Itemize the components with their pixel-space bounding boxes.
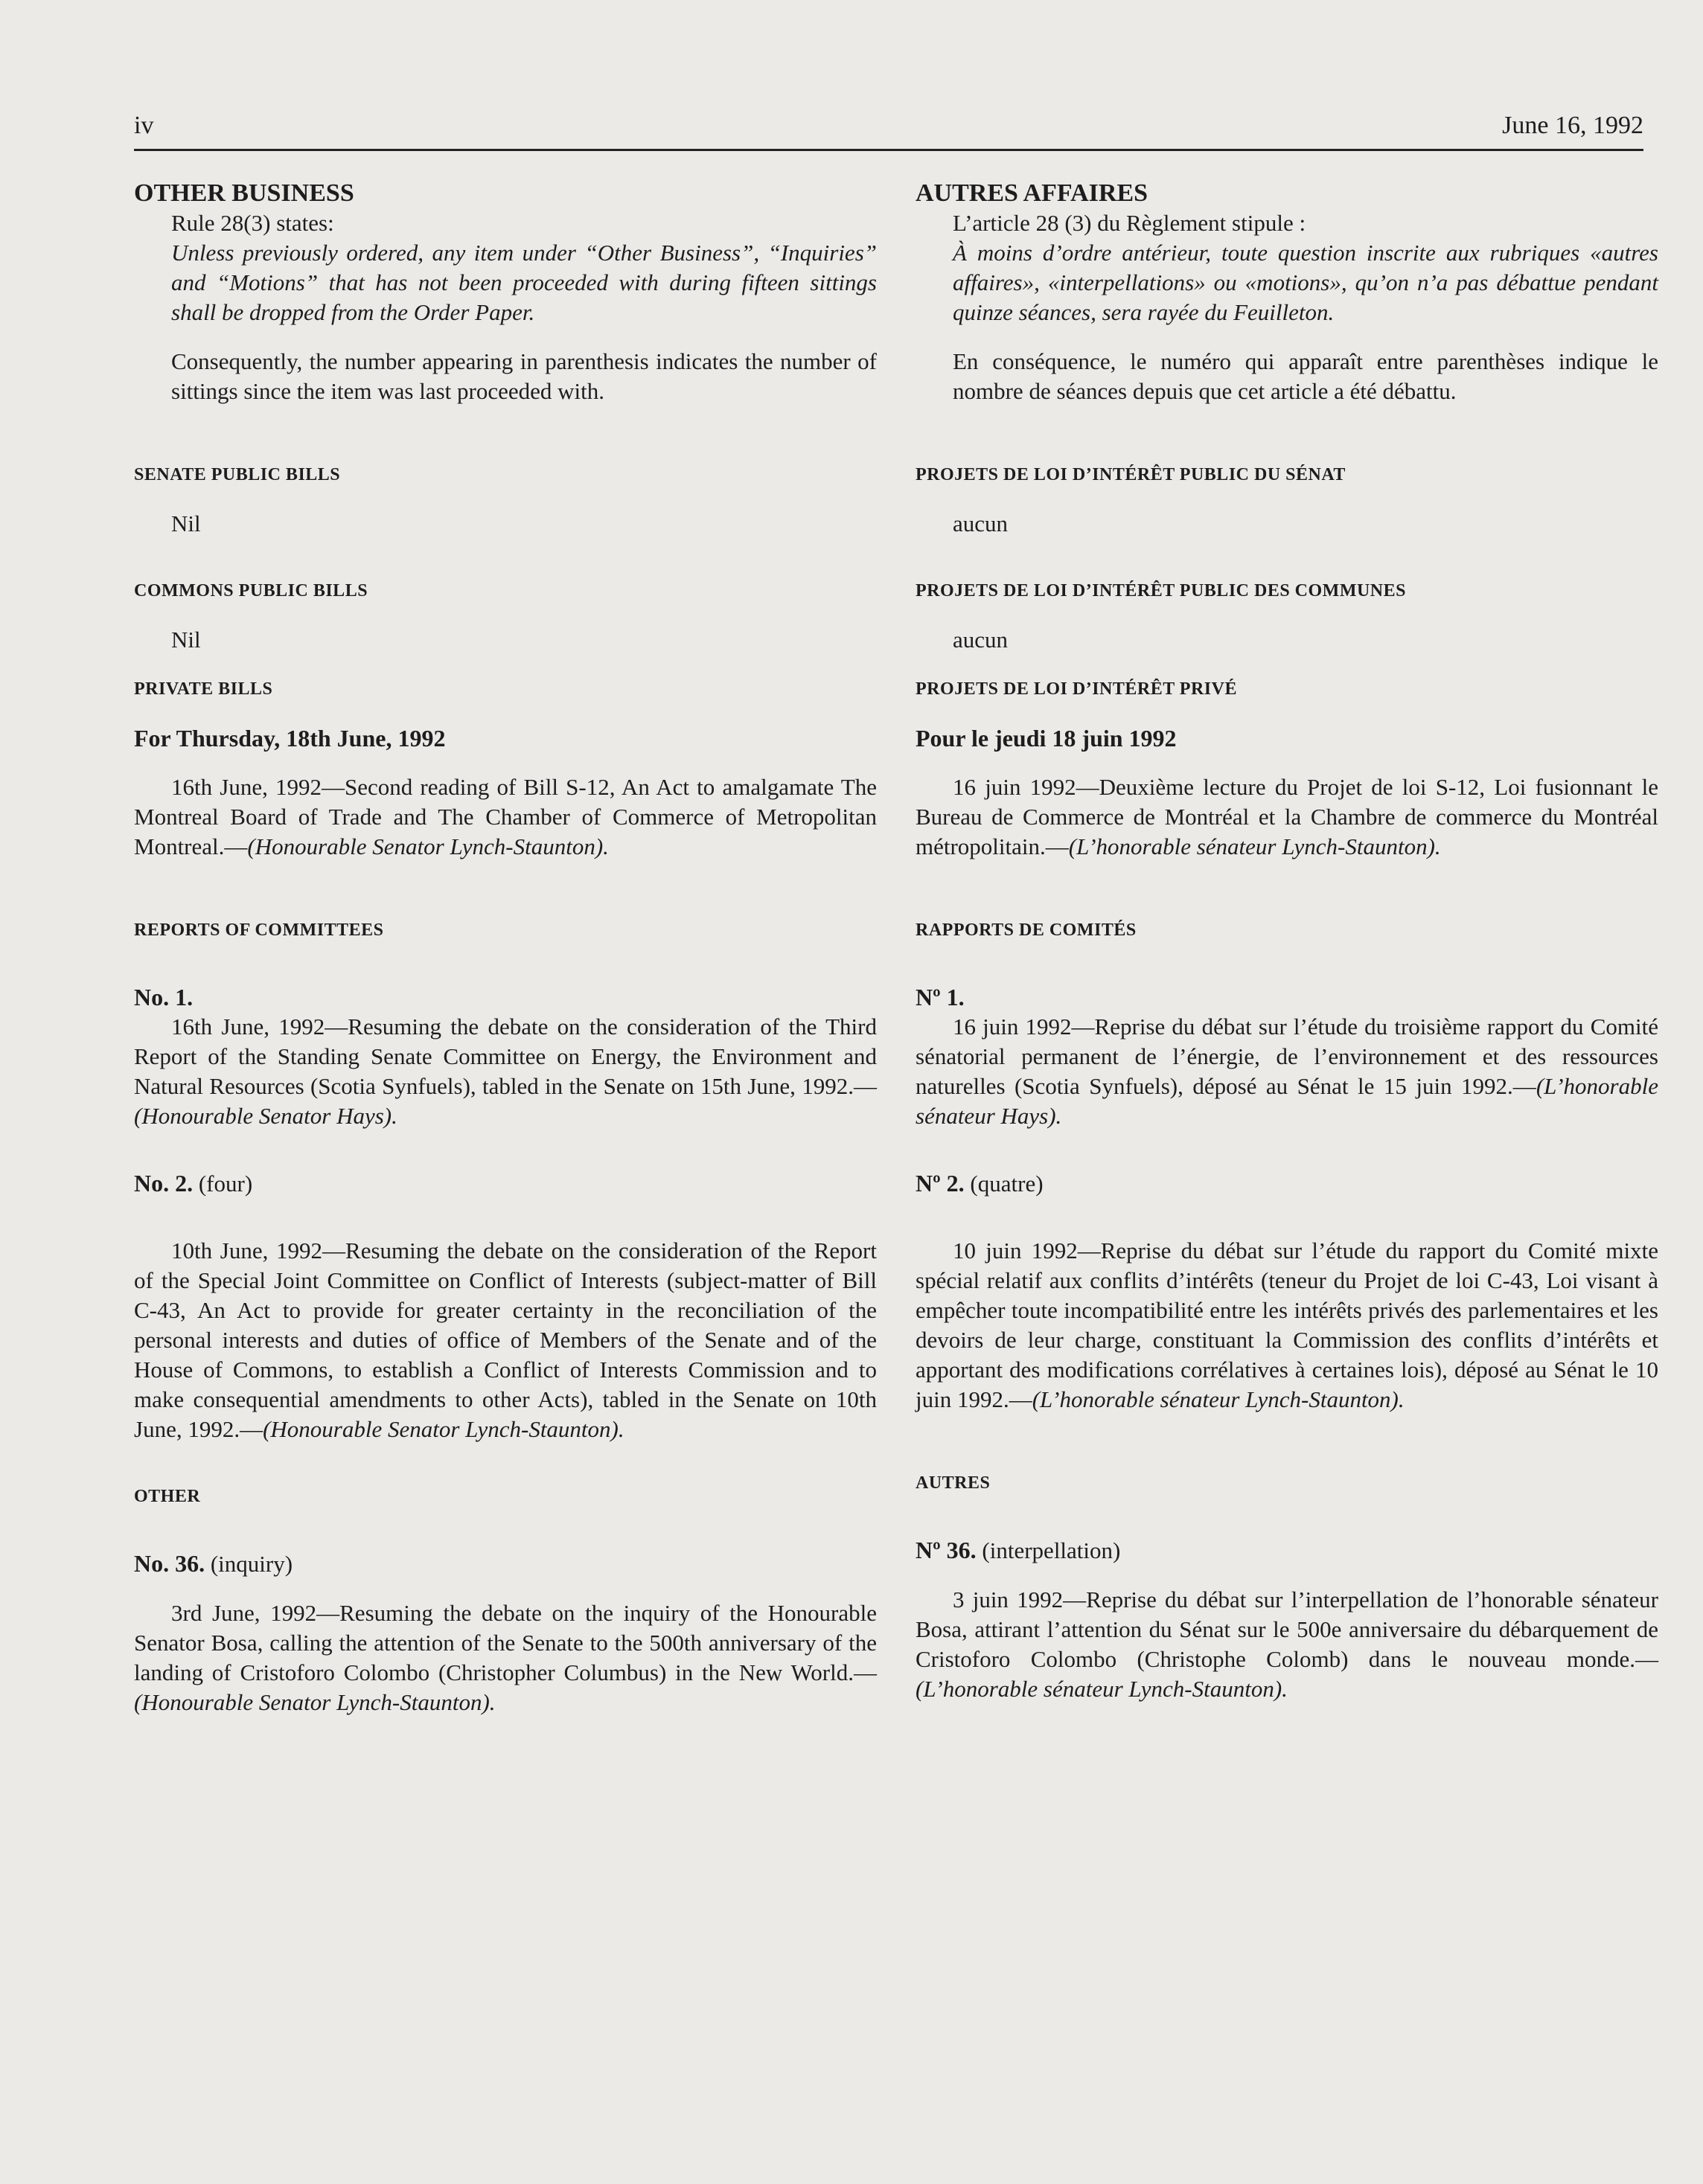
report-text: 10th June, 1992—Resuming the debate on the consideration of the Report of the Special Joint Committee on Conflict of Interests (subject-matter of Bill C-43, An Act to provide for greater certainty in the reconciliation of the personal interests and duties of office of Members of the Senate and of the House of Commons, to establish a Conflict of Interests Commission and to make consequential amendments to other Acts), tabled in the Senate on 10th June, 1992.— xyxy=(134,1237,877,1442)
rule-intro: Rule 28(3) states: xyxy=(171,210,334,236)
report-text: 16 juin 1992—Reprise du débat sur l’étude du troisième rapport du Comité sénatorial permanent de l’énergie, de l’environnement et des ressources naturelles (Scotia Synfuels), déposé au Sénat le 15 juin 1992.— xyxy=(916,1013,1658,1099)
commons-bills-heading: COMMONS PUBLIC BILLS xyxy=(134,581,368,601)
rule-intro: L’article 28 (3) du Règlement stipule : xyxy=(953,210,1306,236)
page-header xyxy=(134,104,1643,151)
senate-bills-heading: SENATE PUBLIC BILLS xyxy=(134,465,341,484)
english-column xyxy=(134,179,877,1717)
inquiry-item xyxy=(134,1598,877,1717)
report-item xyxy=(916,1236,1658,1415)
other-heading: AUTRES xyxy=(916,1473,991,1493)
private-bill-text: 16 juin 1992—Deuxième lecture du Projet de loi S-12, Loi fusionnant le Bureau de Commerce de Montréal et la Chambre de commerce du Montréal métropolitain.— xyxy=(916,774,1658,859)
report-item xyxy=(916,1012,1658,1131)
item-label xyxy=(134,1549,877,1579)
report-text: 16th June, 1992—Resuming the debate on the consideration of the Third Report of the Standing Senate Committee on Energy, the Environment and Natural Resources (Scotia Synfuels), tabled in the Senate on 15th June, 1992.— xyxy=(134,1013,877,1099)
inquiry-text: 3 juin 1992—Reprise du débat sur l’interpellation de l’honorable sénateur Bosa, attirant l’attention du Sénat sur le 500e anniversaire du débarquement de Cristoforo Colombo (Christophe Colomb) dans le nouveau monde.— xyxy=(916,1586,1658,1672)
item-count: (quatre) xyxy=(970,1171,1044,1197)
page-date: June 16, 1992 xyxy=(1502,112,1643,139)
rule-text: Unless previously ordered, any item under “Other Business”, “Inquiries” and “Motions” that has not been proceeded with during fifteen sittings shall be dropped from the Order Paper. xyxy=(171,240,877,325)
private-bill-sponsor: (Honourable Senator Lynch-Staunton). xyxy=(247,833,609,859)
consequence-text: En conséquence, le numéro qui apparaît entre parenthèses indique le nombre de séances depuis que cet article a été débattu. xyxy=(953,348,1658,404)
report-sponsor: (Honourable Senator Lynch-Staunton). xyxy=(263,1416,624,1442)
reports-heading: RAPPORTS DE COMITÉS xyxy=(916,920,1137,940)
private-bill-text: 16th June, 1992—Second reading of Bill S-12, An Act to amalgamate The Montreal Board of Trade and The Chamber of Commerce of Metropolitan Montreal.— xyxy=(134,774,877,859)
senate-bills-value: aucun xyxy=(953,510,1009,537)
report-item xyxy=(134,1012,877,1131)
inquiry-text: 3rd June, 1992—Resuming the debate on the inquiry of the Honourable Senator Bosa, calling the attention of the Senate to the 500th anniversary of the landing of Cristoforo Colombo (Christopher Columbus) in the New World.— xyxy=(134,1600,877,1685)
senate-bills-value: Nil xyxy=(171,510,201,537)
consequence-text: Consequently, the number appearing in parenthesis indicates the number of sittings since the item was last proceeded with. xyxy=(171,348,877,404)
inquiry-item xyxy=(916,1585,1658,1704)
report-sponsor: (L’honorable sénateur Lynch-Staunton). xyxy=(1032,1386,1405,1412)
reports-heading: REPORTS OF COMMITTEES xyxy=(134,920,384,940)
private-bill-item xyxy=(134,772,877,862)
item-label xyxy=(916,1168,1658,1199)
item-label: Nº 1. xyxy=(916,984,965,1011)
private-bills-date: Pour le jeudi 18 juin 1992 xyxy=(916,725,1177,752)
section-heading: AUTRES AFFAIRES xyxy=(916,179,1148,207)
item-count: (inquiry) xyxy=(210,1551,293,1577)
private-bill-item xyxy=(916,772,1658,862)
report-text: 10 juin 1992—Reprise du débat sur l’étude du rapport du Comité mixte spécial relatif aux conflits d’intérêts (teneur du Projet de loi C-43, Loi visant à empêcher toute incompatibilité entre les intérêts privés des parlementaires et les devoirs de leur charge, constituant la Commission des conflits d’intérêts et apportant des modifications corrélatives à certaines lois), déposé au Sénat le 10 juin 1992.— xyxy=(916,1237,1658,1412)
inquiry-sponsor: (L’honorable sénateur Lynch-Staunton). xyxy=(916,1676,1288,1702)
item-count: (four) xyxy=(198,1171,253,1197)
inquiry-sponsor: (Honourable Senator Lynch-Staunton). xyxy=(134,1689,496,1715)
report-item xyxy=(134,1236,877,1444)
item-number: Nº 2. xyxy=(916,1170,965,1197)
senate-bills-heading: PROJETS DE LOI D’INTÉRÊT PUBLIC DU SÉNAT xyxy=(916,465,1346,484)
private-bills-heading: PRIVATE BILLS xyxy=(134,679,273,699)
item-label xyxy=(134,1168,877,1199)
french-column xyxy=(916,179,1658,1704)
item-label: No. 1. xyxy=(134,984,194,1011)
page-number: iv xyxy=(134,112,154,139)
private-bills-date: For Thursday, 18th June, 1992 xyxy=(134,725,446,752)
rule-text: À moins d’ordre antérieur, toute question inscrite aux rubriques «autres affaires», «interpellations» ou «motions», qu’on n’a pas débattue pendant quinze séances, sera rayée du Feuilleton. xyxy=(953,240,1658,325)
commons-bills-value: aucun xyxy=(953,627,1009,653)
item-number: No. 2. xyxy=(134,1170,194,1197)
report-sponsor: (L’honorable sénateur Hays). xyxy=(916,1073,1658,1129)
section-heading: OTHER BUSINESS xyxy=(134,179,354,207)
other-heading: OTHER xyxy=(134,1487,201,1506)
private-bill-sponsor: (L’honorable sénateur Lynch-Staunton). xyxy=(1068,833,1441,859)
item-label xyxy=(916,1535,1658,1566)
item-number: Nº 36. xyxy=(916,1537,977,1563)
commons-bills-value: Nil xyxy=(171,627,201,653)
item-number: No. 36. xyxy=(134,1550,205,1577)
item-count: (interpellation) xyxy=(982,1537,1121,1563)
commons-bills-heading: PROJETS DE LOI D’INTÉRÊT PUBLIC DES COMMUNES xyxy=(916,581,1406,601)
private-bills-heading: PROJETS DE LOI D’INTÉRÊT PRIVÉ xyxy=(916,679,1237,699)
report-sponsor: (Honourable Senator Hays). xyxy=(134,1103,397,1129)
